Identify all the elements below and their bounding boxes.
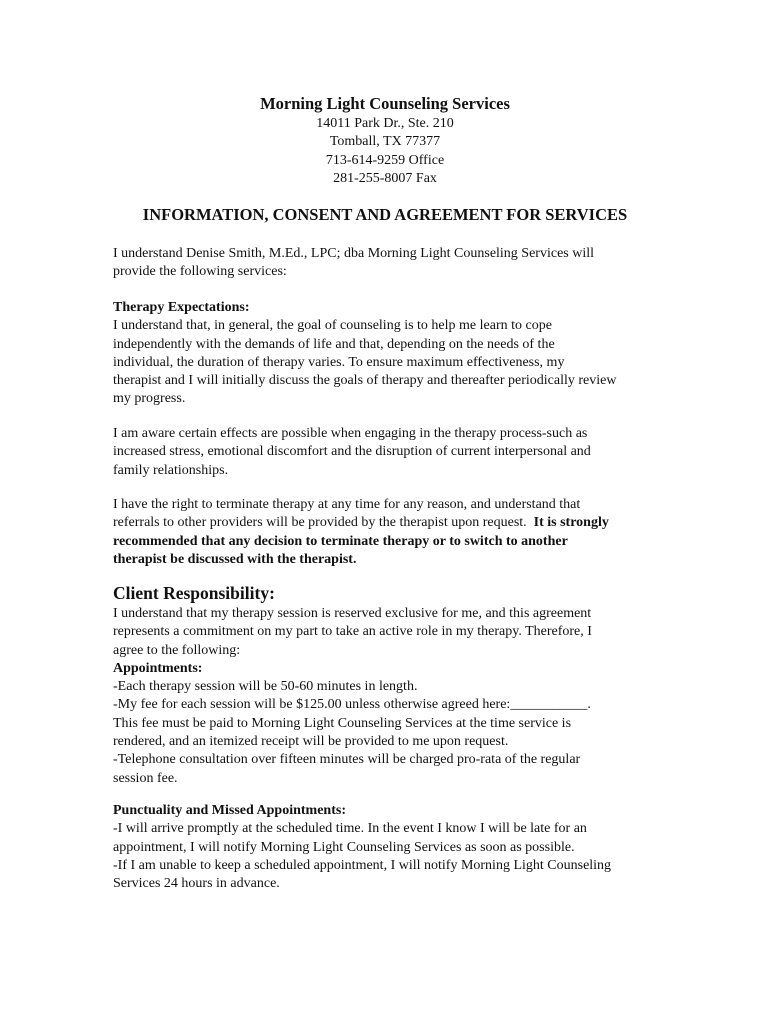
- therapy-para1-line: I understand that, in general, the goal of counseling is to help me learn to cope: [113, 318, 552, 334]
- punctuality-line: -I will arrive promptly at the scheduled time. In the event I know I will be late for an: [113, 821, 587, 837]
- therapy-para1-line: therapist and I will initially discuss the goals of therapy and thereafter periodically review: [113, 373, 617, 389]
- intro-line: I understand Denise Smith, M.Ed., LPC; dba Morning Light Counseling Services will: [113, 246, 595, 261]
- address-line-2: Tomball, TX 77377: [329, 134, 441, 150]
- intro-paragraph: [113, 245, 663, 282]
- appointments-line: -Each therapy session will be 50-60 minutes in length.: [113, 679, 418, 695]
- client-intro-line: represents a commitment on my part to take an active role in my therapy. Therefore, I: [113, 624, 592, 640]
- punctuality-line: Services 24 hours in advance.: [113, 876, 280, 892]
- appointments-line: rendered, and an itemized receipt will be provided to me upon request.: [113, 734, 509, 750]
- punctuality-heading: Punctuality and Missed Appointments:: [113, 803, 346, 818]
- client-responsibility-heading: Client Responsibility:: [113, 583, 275, 603]
- therapy-para2-line: family relationships.: [113, 462, 229, 478]
- therapy-para2-line: I am aware certain effects are possible when engaging in the therapy process-such as: [113, 426, 588, 441]
- document-title: INFORMATION, CONSENT AND AGREEMENT FOR SERVICES: [142, 205, 628, 224]
- appointments-line: session fee.: [113, 770, 178, 786]
- client-intro-line: I understand that my therapy session is reserved exclusive for me, and this agreement: [113, 606, 592, 621]
- org-address-block: [0, 115, 770, 188]
- therapy-para1-line: individual, the duration of therapy varies. To ensure maximum effectiveness, my: [113, 354, 565, 370]
- intro-line: provide the following services:: [113, 264, 287, 280]
- therapy-para3-text: referrals to other providers will be provided by the therapist upon request.: [113, 515, 527, 531]
- therapy-para2-line: increased stress, emotional discomfort and the disruption of current interpersonal and: [113, 444, 591, 460]
- therapy-para3-line: I have the right to terminate therapy at any time for any reason, and understand that: [113, 497, 581, 512]
- therapy-para3-line: [113, 514, 663, 532]
- punctuality-line: appointment, I will notify Morning Light Counseling Services as soon as possible.: [113, 839, 575, 855]
- fax-number: 281-255-8007 Fax: [333, 170, 437, 186]
- punctuality-section: [113, 802, 663, 893]
- office-phone: 713-614-9259 Office: [325, 152, 445, 168]
- therapy-para2: [113, 425, 663, 480]
- address-line-1: 14011 Park Dr., Ste. 210: [316, 116, 454, 131]
- appointments-heading: Appointments:: [113, 660, 203, 676]
- therapy-para3-bold-line: recommended that any decision to terminate therapy or to switch to another: [113, 533, 568, 549]
- punctuality-line: -If I am unable to keep a scheduled appointment, I will notify Morning Light Counseling: [113, 857, 612, 873]
- appointments-line: This fee must be paid to Morning Light Counseling Services at the time service is: [113, 715, 572, 731]
- therapy-expectations-section: [113, 299, 663, 409]
- therapy-para1-line: my progress.: [113, 391, 186, 407]
- org-name: Morning Light Counseling Services: [260, 94, 510, 113]
- client-intro-line: agree to the following:: [113, 642, 241, 658]
- appointments-line: -Telephone consultation over fifteen minutes will be charged pro-rata of the regular: [113, 752, 581, 768]
- client-responsibility-section: [113, 605, 663, 788]
- appointments-line: -My fee for each session will be $125.00 unless otherwise agreed here:___________.: [113, 697, 591, 713]
- therapy-para3: [113, 496, 663, 569]
- therapy-expectations-heading: Therapy Expectations:: [113, 300, 250, 315]
- therapy-para1-line: independently with the demands of life and that, depending on the needs of the: [113, 336, 555, 352]
- termination-recommendation-bold: It is strongly: [533, 515, 609, 531]
- therapy-para3-bold-line: therapist be discussed with the therapist.: [113, 551, 357, 567]
